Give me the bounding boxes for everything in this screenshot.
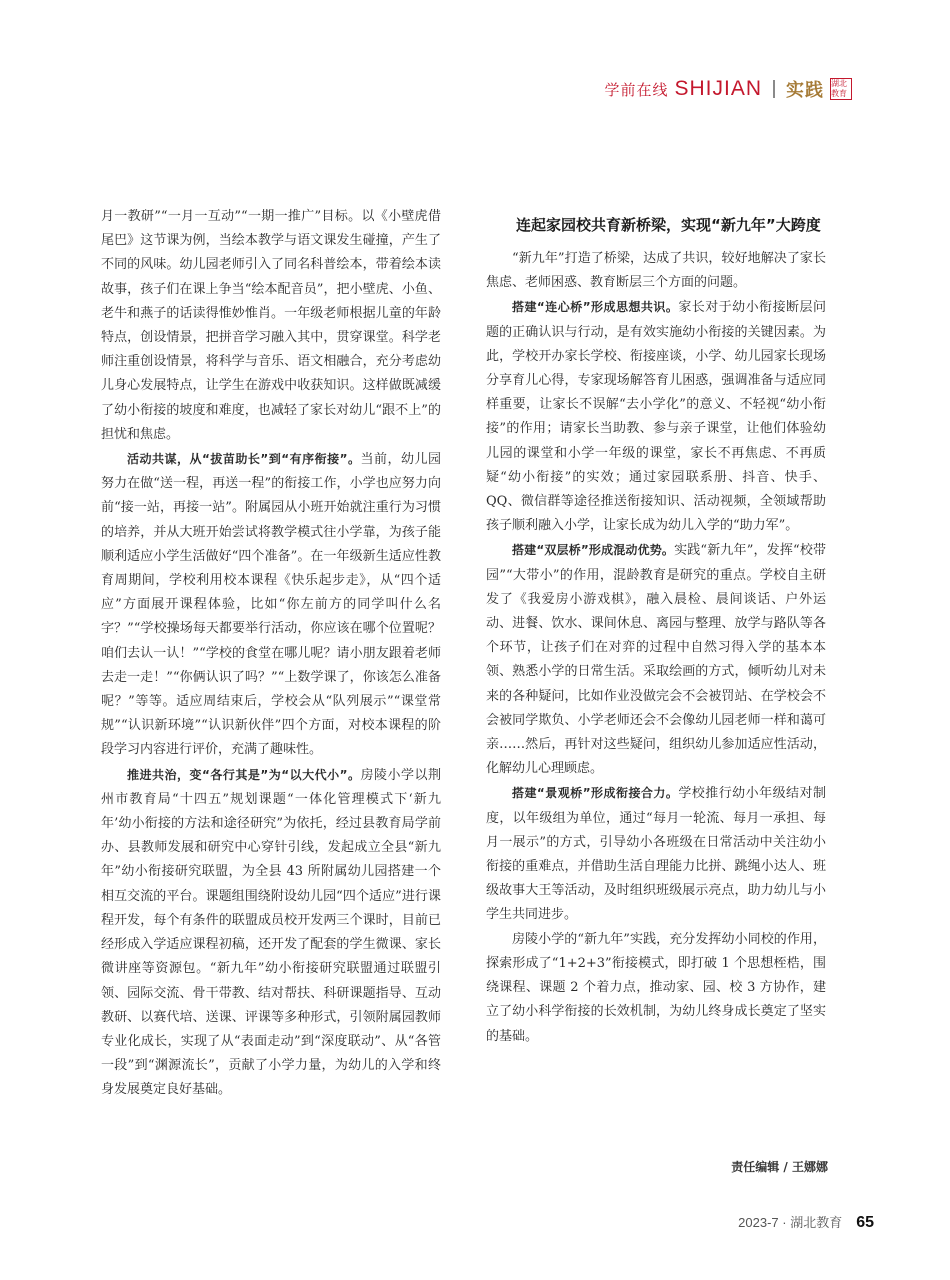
paragraph-lead: 推进共治，变“各行其是”为“以大代小”。: [127, 767, 361, 782]
issue-source: 2023-7 · 湖北教育: [738, 1215, 843, 1230]
body-paragraph: 房陵小学的“新九年”实践，充分发挥幼小同校的作用，探索形成了“1+2+3”衔接模式，即打破 1 个思想桎梏，围绕课程、课题 2 个着力点，推动家、园、校 3 方协作，建立了幼小科学衔接的长效机制，为幼儿终身成长奠定了坚实的基础。: [486, 931, 826, 1044]
paragraph-text: 实践“新九年”，发挥“校带园”“大带小”的作用，混龄教育是研究的重点。学校自主研发了《我爱房小游戏棋》，融入晨检、晨间谈话、户外运动、进餐、饮水、课间休息、离园与整理、放学与路队等各个环节，让孩子们在对弈的过程中自然习得入学的基本本领、熟悉小学的日常生活。采取绘画的方式，倾听幼儿对未来的各种疑问，比如作业没做完会不会被罚站、在学校会不会被同学欺负、小学老师还会不会像幼儿园老师一样和蔼可亲……然后，再针对这些疑问，组织幼儿参加适应性活动，化解幼儿心理顾虑。: [486, 543, 826, 777]
paragraph-lead: 活动共谋，从“拔苗助长”到“有序衔接”。: [127, 452, 361, 467]
left-column: [101, 205, 441, 1103]
body-paragraph: “新九年”打造了桥梁，达成了共识，较好地解决了家长焦虑、老师困惑、教育断层三个方面的问题。: [486, 251, 826, 291]
magazine-seal-logo: 湖北教育: [830, 78, 852, 100]
paragraph-lead: 搭建“连心桥”形成思想共识。: [512, 300, 679, 315]
body-paragraph: [101, 763, 441, 1103]
body-paragraph: [486, 781, 826, 927]
section-headline: 连起家园校共育新桥梁，实现“新九年”大跨度: [516, 216, 821, 234]
section-label: 学前在线: [604, 80, 669, 99]
header-divider: [773, 80, 775, 98]
body-paragraph: [486, 295, 826, 538]
paragraph-lead: 搭建“景观桥”形成衔接合力。: [512, 786, 679, 801]
section-header: [604, 76, 852, 102]
right-column: [486, 213, 826, 1049]
paragraph-text: 当前，幼儿园努力在做“送一程，再送一程”的衔接工作，小学也应努力向前“接一站，再接一站”。附属园从小班开始就注重行为习惯的培养，并从大班开始尝试将教学模式往小学靠，为孩子能顺利适应小学生活做好“四个准备”。在一年级新生适应性教育周期间，学校利用校本课程《快乐起步走》，从“四个适应”方面展开课程体验，比如“你左前方的同学叫什么名字？”“学校操场每天都要举行活动，你应该在哪个位置呢？咱们去认一认！”“学校的食堂在哪儿呢？请小朋友跟着老师去走一走！”“你俩认识了吗？”“上数学课了，你该怎么准备呢？”等等。适应周结束后，学校会从“队列展示”“课堂常规”“认识新环境”“认识新伙伴”四个方面，对校本课程的阶段学习内容进行评价，充满了趣味性。: [101, 452, 441, 758]
paragraph-lead: 搭建“双层桥”形成混动优势。: [512, 543, 675, 558]
page-number: 65: [856, 1214, 874, 1231]
paragraph-text: 房陵小学以荆州市教育局“十四五”规划课题“一体化管理模式下‘新九年’幼小衔接的方法和途径研究”为依托，经过县教育局学前办、县教师发展和研究中心穿针引线，发起成立全县“新九年”幼小衔接研究联盟，为全县 43 所附属幼儿园搭建一个相互交流的平台。课题组围绕附设幼儿园“四个适应”进行课程开发，每个有条件的联盟成员校开发两三个课时，目前已经形成入学适应课程初稿，还开发了配套的学生微课、家长微讲座等资源包。“新九年”幼小衔接研究联盟通过联盟引领、园际交流、骨干带教、结对帮扶、科研课题指导、互动教研、以赛代培、送课、评课等多种形式，引领附属园教师专业化成长，实现了从“表面走动”到“深度联动”、从“各管一段”到“渊源流长”，贡献了小学力量，为幼儿的入学和终身发展奠定良好基础。: [101, 767, 441, 1098]
responsible-editor: 责任编辑 / 王娜娜: [731, 1160, 828, 1174]
paragraph-text: 学校推行幼小年级结对制度，以年级组为单位，通过“每月一轮流、每月一承担、每月一展示”的方式，引导幼小各班级在日常活动中关注幼小衔接的重难点，并借助生活自理能力比拼、跳绳小达人、班级故事大王等活动，及时组织班级展示亮点，助力幼儿与小学生共同进步。: [486, 786, 826, 923]
section-label-en: SHIJIAN: [674, 77, 762, 100]
body-paragraph: 月一教研”“一月一互动”“一期一推广”目标。以《小壁虎借尾巴》这节课为例，当绘本教学与语文课发生碰撞，产生了不同的风味。幼儿园老师引入了同名科普绘本，带着绘本读故事，孩子们在课上争当“绘本配音员”，把小壁虎、小鱼、老牛和燕子的话读得惟妙惟肖。一年级老师根据儿童的年龄特点，创设情景，把拼音学习融入其中，贯穿课堂。科学老师注重创设情景，将科学与音乐、语文相融合，充分考虑幼儿身心发展特点，让学生在游戏中收获知识。这样做既减缓了幼小衔接的坡度和难度，也减轻了家长对幼儿“跟不上”的担忧和焦虑。: [101, 209, 441, 442]
body-paragraph: [101, 447, 441, 763]
page-footer: [738, 1212, 874, 1232]
body-paragraph: [486, 538, 826, 781]
paragraph-text: 家长对于幼小衔接断层问题的正确认识与行动，是有效实施幼小衔接的关键因素。为此，学校开办家长学校、衔接座谈，小学、幼儿园家长现场分享育儿心得，专家现场解答育儿困惑，强调准备与适应同样重要，让家长不误解“去小学化”的意义、不轻视“幼小衔接”的作用；请家长当助教、参与亲子课堂，让他们体验幼儿园的课堂和小学一年级的课堂，家长不再焦虑、不再质疑“幼小衔接”的实效；通过家园联系册、抖音、快手、QQ、微信群等途径推送衔接知识、活动视频，全领域帮助孩子顺利融入小学，让家长成为幼儿入学的“助力军”。: [486, 300, 826, 534]
section-title: 实践: [786, 80, 824, 101]
